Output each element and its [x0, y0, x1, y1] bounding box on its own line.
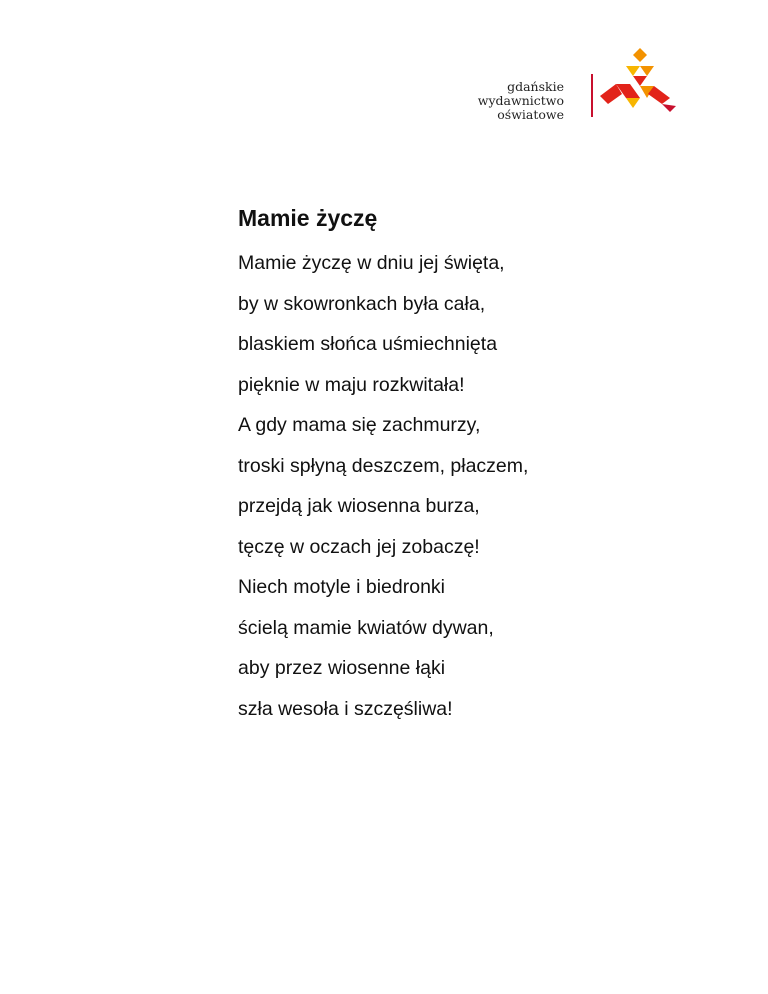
poem-line: by w skowronkach była cała,: [238, 292, 486, 315]
poem-line: Niech motyle i biedronki: [238, 576, 446, 598]
poem-title: Mamie życzę: [238, 205, 378, 231]
publisher-name-line: oświatowe: [497, 107, 564, 122]
poem-line: przejdą jak wiosenna burza,: [238, 495, 480, 517]
poem-line: Mamie życzę w dniu jej święta,: [238, 252, 505, 274]
poem-line: A gdy mama się zachmurzy,: [238, 414, 481, 436]
poem-line: aby przez wiosenne łąki: [238, 657, 446, 679]
publisher-name: [478, 80, 564, 122]
gwo-figure-logo-icon: [600, 44, 680, 114]
poem-line: tęczę w oczach jej zobaczę!: [238, 535, 480, 558]
publisher-name-line: wydawnictwo: [477, 93, 564, 108]
poem-line: blaskiem słońca uśmiechnięta: [238, 333, 498, 355]
poem: [238, 203, 708, 729]
logo-divider: [591, 74, 593, 117]
publisher-logo: [477, 44, 680, 122]
poem-line: troski spłyną deszczem, płaczem,: [238, 454, 529, 477]
publisher-name-line: gdańskie: [507, 79, 564, 94]
poem-lines: [238, 243, 708, 729]
poem-line: szła wesoła i szczęśliwa!: [238, 697, 453, 720]
poem-line: ścielą mamie kwiatów dywan,: [238, 616, 494, 639]
poem-line: pięknie w maju rozkwitała!: [238, 373, 465, 396]
